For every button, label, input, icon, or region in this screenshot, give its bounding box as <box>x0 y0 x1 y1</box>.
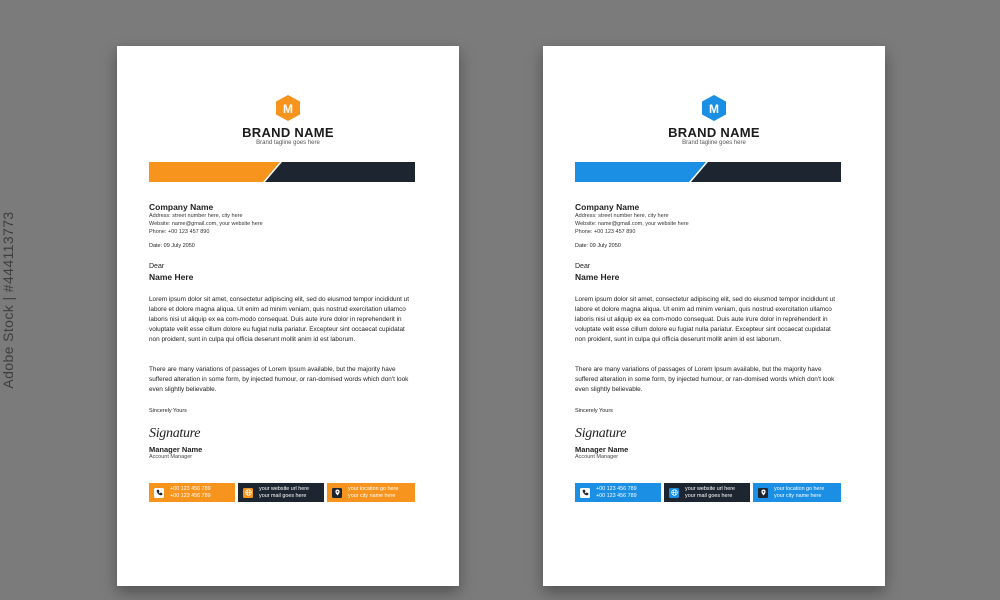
company-website: Website: name@gmail.com, your website here <box>575 221 689 227</box>
footer-web-block <box>664 483 750 502</box>
brand-tagline: Brand tagline goes here <box>256 140 320 146</box>
manager-title: Account Manager <box>575 454 619 460</box>
brand-tagline: Brand tagline goes here <box>682 140 746 146</box>
company-contact-block <box>149 212 409 236</box>
location-pin-icon <box>332 488 342 498</box>
footer-city: your city name here <box>774 492 822 499</box>
footer-phone-2: +00 123 456 789 <box>596 492 637 499</box>
phone-icon <box>580 488 590 498</box>
hexagon-logo-icon <box>275 94 301 122</box>
letterhead-orange <box>117 46 459 586</box>
company-name: Company Name <box>149 202 214 212</box>
body-paragraph-2: There are many variations of passages of Lorem Ipsum available, but the majority have suffered alteration in some form, by injected humour, or ran-domised words which don't look even slightly believable. <box>149 366 409 393</box>
recipient-name: Name Here <box>575 272 620 282</box>
footer-phone-1: +00 123 456 789 <box>170 485 211 492</box>
footer-phone-2: +00 123 456 789 <box>170 492 211 499</box>
footer-phone-1: +00 123 456 789 <box>596 485 637 492</box>
closing-line: Sincerely Yours <box>575 408 613 414</box>
letterhead-blue <box>543 46 885 586</box>
manager-title: Account Manager <box>149 454 193 460</box>
logo-letter: M <box>283 102 293 116</box>
brand-name: BRAND NAME <box>668 125 760 140</box>
footer-website: your website url here <box>685 485 736 492</box>
header-color-band <box>575 162 841 182</box>
signature: Signature <box>149 426 201 441</box>
globe-icon <box>243 488 253 498</box>
company-address: Address: street number here, city here <box>575 213 669 219</box>
body-paragraph-1: Lorem ipsum dolor sit amet, consectetur adipiscing elit, sed do eiusmod tempor incididunt ut labore et dolore magna aliqua. Ut enim ad minim veniam, quis nostrud exercitation ullamco laboris nisi ut aliquip ex ea com-modo consequat. Duis aute irure dolor in reprehenderit in voluptate velit esse cillum dolore eu fugiat nulla pariatur. Excepteur sint occaecat cupidatat non proident, sunt in culpa qui officia deserunt mollit anim id est laborum. <box>575 296 836 343</box>
company-website: Website: name@gmail.com, your website here <box>149 221 263 227</box>
letter-date: Date: 09 July 2050 <box>575 243 621 249</box>
footer-web-block <box>238 483 324 502</box>
phone-icon <box>154 488 164 498</box>
manager-name: Manager Name <box>575 445 629 454</box>
signature: Signature <box>575 426 627 441</box>
hexagon-logo-icon <box>701 94 727 122</box>
logo-letter: M <box>709 102 719 116</box>
manager-name: Manager Name <box>149 445 203 454</box>
globe-icon <box>669 488 679 498</box>
footer-phone-block <box>575 483 661 502</box>
brand-name: BRAND NAME <box>242 125 334 140</box>
footer-email: your mail goes here <box>259 492 307 499</box>
company-contact-block <box>575 212 835 236</box>
salutation: Dear <box>575 263 591 270</box>
footer-location: your location go here <box>348 485 399 492</box>
footer-location-block <box>327 483 415 502</box>
footer-phone-block <box>149 483 235 502</box>
header-color-band <box>149 162 415 182</box>
location-pin-icon <box>758 488 768 498</box>
company-name: Company Name <box>575 202 640 212</box>
company-phone: Phone: +00 123 457 890 <box>149 229 210 235</box>
body-paragraph-1: Lorem ipsum dolor sit amet, consectetur adipiscing elit, sed do eiusmod tempor incididunt ut labore et dolore magna aliqua. Ut enim ad minim veniam, quis nostrud exercitation ullamco laboris nisi ut aliquip ex ea com-modo consequat. Duis aute irure dolor in reprehenderit in voluptate velit esse cillum dolore eu fugiat nulla pariatur. Excepteur sint occaecat cupidatat non proident, sunt in culpa qui officia deserunt mollit anim id est laborum. <box>149 296 410 343</box>
company-phone: Phone: +00 123 457 890 <box>575 229 636 235</box>
salutation: Dear <box>149 263 165 270</box>
footer-city: your city name here <box>348 492 396 499</box>
recipient-name: Name Here <box>149 272 194 282</box>
footer-location-block <box>753 483 841 502</box>
body-paragraph-2: There are many variations of passages of Lorem Ipsum available, but the majority have suffered alteration in some form, by injected humour, or ran-domised words which don't look even slightly believable. <box>575 366 835 393</box>
footer-email: your mail goes here <box>685 492 733 499</box>
letter-date: Date: 09 July 2050 <box>149 243 195 249</box>
footer-website: your website url here <box>259 485 310 492</box>
company-address: Address: street number here, city here <box>149 213 243 219</box>
footer-location: your location go here <box>774 485 825 492</box>
closing-line: Sincerely Yours <box>149 408 187 414</box>
